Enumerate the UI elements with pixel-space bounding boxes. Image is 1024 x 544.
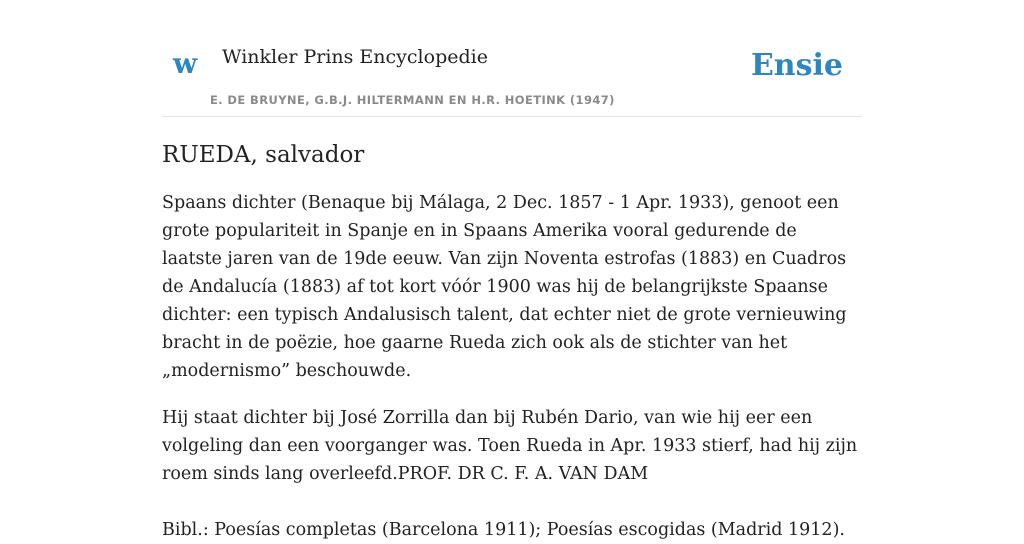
- ensie-brand-logo[interactable]: Ensie: [750, 48, 843, 83]
- article-paragraph-2: Hij staat dichter bij José Zorrilla dan bij Rubén Dario, van wie hij eer een volgeling dan een voorganger was. Toen Rueda in Apr. 1933 stierf, had hij zijn roem sinds lang overleefd.PROF. DR C. F. A. VAN DAM: [162, 408, 858, 484]
- article-bibliography: Bibl.: Poesías completas (Barcelona 1911); Poesías escogidas (Madrid 1912).: [162, 520, 845, 540]
- article-paragraph-1: Spaans dichter (Benaque bij Málaga, 2 Dec. 1857 - 1 Apr. 1933), genoot een grote populariteit in Spanje en in Spaans Amerika vooral gedurende de laatste jaren van de 19de eeuw. Van zijn Noventa estrofas (1883) en Cuadros de Andalucía (1883) af tot kort vóór 1900 was hij de belangrijkste Spaanse dichter: een typisch Andalusisch talent, dat echter niet de grote vernieuwing bracht in de poëzie, hoe gaarne Rueda zich ook als de stichter van het „modernismo” beschouwde.: [162, 193, 847, 381]
- encyclopedia-authors: E. DE BRUYNE, G.B.J. HILTERMANN EN H.R. HOETINK (1947): [210, 93, 615, 107]
- winkler-prins-logo[interactable]: w: [173, 47, 198, 80]
- article-title: RUEDA, salvador: [162, 142, 365, 168]
- site-header: [162, 0, 862, 117]
- article-content: [162, 136, 862, 544]
- encyclopedia-title-link[interactable]: Winkler Prins Encyclopedie: [222, 46, 488, 68]
